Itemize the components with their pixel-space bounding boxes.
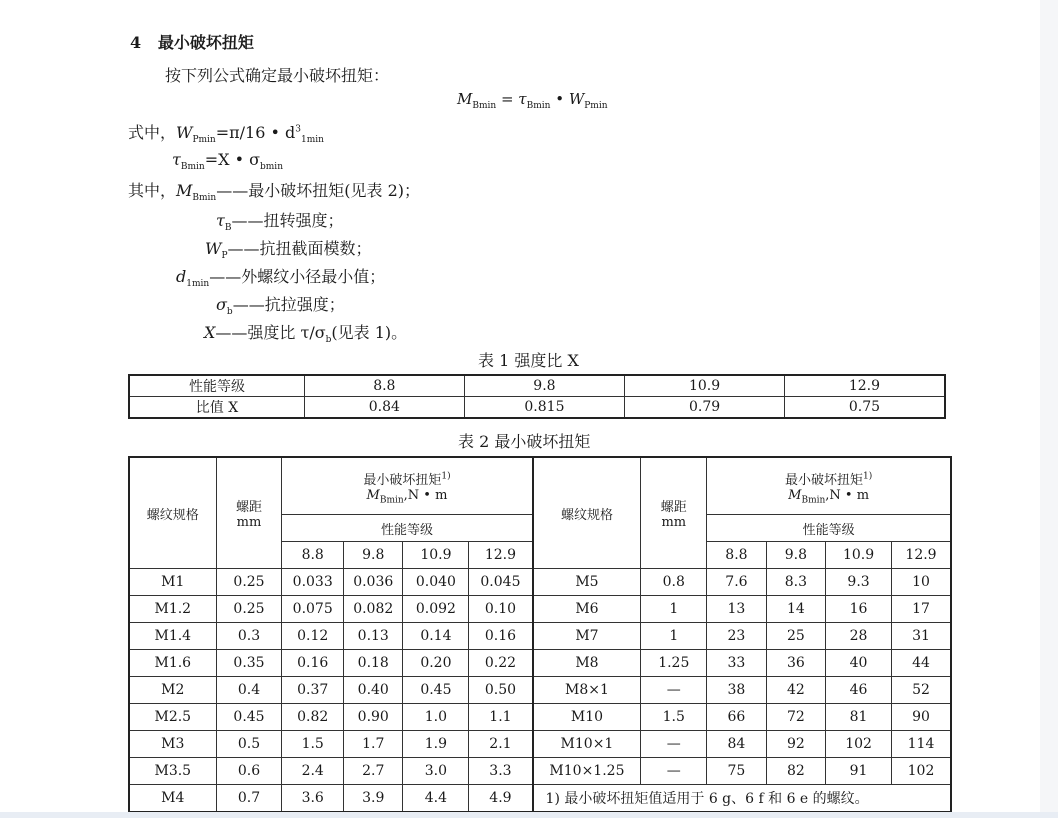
table-row (129, 596, 951, 623)
table-cell: 4.9 (469, 785, 533, 813)
table1-ratio-row (129, 397, 945, 419)
table-cell: 1.25 (641, 650, 707, 677)
table1-cell: 12.9 (784, 375, 945, 397)
table-cell: 114 (891, 731, 951, 758)
table-cell: 0.50 (469, 677, 533, 704)
table-cell: 1.5 (282, 731, 344, 758)
definition-wp: $W_P——$抗扭截面模数； (205, 239, 372, 262)
table-cell: 13 (707, 596, 766, 623)
grade-header: 12.9 (891, 542, 951, 569)
table-cell: 40 (826, 650, 892, 677)
table-cell: 0.6 (216, 758, 282, 785)
table-cell: 0.35 (216, 650, 282, 677)
table-cell: 0.82 (282, 704, 344, 731)
table-cell: 0.13 (344, 623, 403, 650)
table1 (128, 374, 946, 419)
header-spec-left: 螺纹规格 (129, 457, 216, 569)
header-spec-right: 螺纹规格 (533, 457, 641, 569)
table-cell: 1.1 (469, 704, 533, 731)
table1-row-label: 性能等级 (129, 375, 305, 397)
header-torque-right: 最小破坏扭矩$^{1)}$ $M_{Bmin},N$ • m (707, 457, 951, 515)
table-cell: 52 (891, 677, 951, 704)
table-cell: M3.5 (129, 758, 216, 785)
table-cell: 7.6 (707, 569, 766, 596)
definition-d1min: $d_{1min}——$外螺纹小径最小值； (176, 267, 386, 290)
definition-sigmab: $\sigma_b——$抗拉强度； (216, 295, 345, 318)
table1-cell: 0.84 (305, 397, 465, 419)
table-cell: 0.3 (216, 623, 282, 650)
grade-header: 8.8 (707, 542, 766, 569)
table-cell: 2.7 (344, 758, 403, 785)
table-cell: 66 (707, 704, 766, 731)
table-cell: 25 (766, 623, 825, 650)
table-cell: 0.12 (282, 623, 344, 650)
table-row (129, 785, 951, 813)
grade-header: 12.9 (469, 542, 533, 569)
table-cell: 0.045 (469, 569, 533, 596)
table-row (129, 704, 951, 731)
table-cell: M8 (533, 650, 641, 677)
table-cell: M10 (533, 704, 641, 731)
table1-caption: 表 1 强度比 X (478, 351, 579, 370)
table1-cell: 0.79 (625, 397, 785, 419)
table-cell: — (641, 758, 707, 785)
table-cell: 0.075 (282, 596, 344, 623)
table-cell: 1.7 (344, 731, 403, 758)
table-cell: 72 (766, 704, 825, 731)
main-formula: $M_{Bmin} = \tau_{Bmin}$ • $W_{Pmin}$ (457, 90, 608, 111)
table-cell: 0.082 (344, 596, 403, 623)
table-cell: 17 (891, 596, 951, 623)
table-cell: 0.10 (469, 596, 533, 623)
table2 (128, 456, 952, 813)
table2-caption: 表 2 最小破坏扭矩 (458, 432, 591, 451)
table-cell: 0.033 (282, 569, 344, 596)
table-cell: 0.040 (403, 569, 469, 596)
table-row (129, 677, 951, 704)
definition-taub: $\tau_B——$扭转强度； (216, 211, 344, 234)
definition-mbmin: 其中，$M_{Bmin}——$最小破坏扭矩(见表 2)； (128, 181, 420, 204)
table-cell: 0.40 (344, 677, 403, 704)
table-cell: M1 (129, 569, 216, 596)
table1-cell: 9.8 (464, 375, 625, 397)
table-cell: 81 (826, 704, 892, 731)
table-cell: 0.5 (216, 731, 282, 758)
table-cell: 0.90 (344, 704, 403, 731)
table-cell: 14 (766, 596, 825, 623)
table-cell: M3 (129, 731, 216, 758)
table-cell: M4 (129, 785, 216, 813)
table-footnote: 1) 最小破坏扭矩值适用于 6 g、6 f 和 6 e 的螺纹。 (533, 785, 951, 813)
definition-x: X——强度比 $\tau/\sigma_b$(见表 1)。 (204, 323, 408, 346)
table-cell: — (641, 731, 707, 758)
table-cell: 10 (891, 569, 951, 596)
page-edge (1040, 0, 1058, 812)
table-cell: 0.16 (282, 650, 344, 677)
table-cell: 0.22 (469, 650, 533, 677)
table-cell: 33 (707, 650, 766, 677)
table-cell: 0.4 (216, 677, 282, 704)
table-row (129, 731, 951, 758)
grade-header: 10.9 (403, 542, 469, 569)
grade-header: 8.8 (282, 542, 344, 569)
table-cell: 0.45 (216, 704, 282, 731)
table-row (129, 650, 951, 677)
table-cell: M10×1 (533, 731, 641, 758)
table-cell: M8×1 (533, 677, 641, 704)
section-heading (130, 30, 254, 53)
table-cell: 4.4 (403, 785, 469, 813)
table1-cell: 8.8 (305, 375, 465, 397)
table-cell: 23 (707, 623, 766, 650)
table-cell: M1.2 (129, 596, 216, 623)
table-cell: 36 (766, 650, 825, 677)
table-row (129, 569, 951, 596)
table-cell: 42 (766, 677, 825, 704)
table1-grade-row (129, 375, 945, 397)
table2-header-row-1 (129, 457, 951, 515)
table-cell: 1.9 (403, 731, 469, 758)
table-cell: 38 (707, 677, 766, 704)
grade-header: 10.9 (826, 542, 892, 569)
table-cell: 3.9 (344, 785, 403, 813)
header-pitch-left: 螺距 mm (216, 457, 282, 569)
intro-text: 按下列公式确定最小破坏扭矩： (165, 66, 390, 85)
table-cell: 0.37 (282, 677, 344, 704)
table-cell: 2.4 (282, 758, 344, 785)
table-cell: M7 (533, 623, 641, 650)
table-cell: 91 (826, 758, 892, 785)
table-cell: 46 (826, 677, 892, 704)
table-cell: 9.3 (826, 569, 892, 596)
table-cell: M2.5 (129, 704, 216, 731)
table-cell: 28 (826, 623, 892, 650)
table-cell: 102 (826, 731, 892, 758)
table-cell: M1.4 (129, 623, 216, 650)
table-cell: 44 (891, 650, 951, 677)
table1-cell: 10.9 (625, 375, 785, 397)
table-cell: 0.25 (216, 596, 282, 623)
table-cell: 82 (766, 758, 825, 785)
table1-cell: 0.815 (464, 397, 625, 419)
header-pitch-right: 螺距 mm (641, 457, 707, 569)
grade-header: 9.8 (344, 542, 403, 569)
table-cell: 0.16 (469, 623, 533, 650)
table-cell: 1 (641, 623, 707, 650)
table-cell: 0.20 (403, 650, 469, 677)
table-cell: 3.0 (403, 758, 469, 785)
table-cell: 0.8 (641, 569, 707, 596)
table-cell: — (641, 677, 707, 704)
table-cell: 0.25 (216, 569, 282, 596)
table-cell: 2.1 (469, 731, 533, 758)
table-cell: M6 (533, 596, 641, 623)
grade-header: 9.8 (766, 542, 825, 569)
table-cell: M5 (533, 569, 641, 596)
table-cell: 0.092 (403, 596, 469, 623)
table-cell: 1.0 (403, 704, 469, 731)
header-grade-left: 性能等级 (282, 515, 533, 542)
table-cell: 31 (891, 623, 951, 650)
table-cell: 90 (891, 704, 951, 731)
table-row (129, 758, 951, 785)
table-cell: 84 (707, 731, 766, 758)
table-cell: 3.3 (469, 758, 533, 785)
table-cell: M2 (129, 677, 216, 704)
table-cell: 0.7 (216, 785, 282, 813)
table-cell: 1.5 (641, 704, 707, 731)
bottom-strip (0, 812, 1058, 818)
table1-cell: 0.75 (784, 397, 945, 419)
table-cell: 0.14 (403, 623, 469, 650)
table-cell: M1.6 (129, 650, 216, 677)
where-w-line: 式中，$W_{Pmin}=\pi/16$ • $d^3_{1min}$ (128, 123, 324, 146)
table-row (129, 623, 951, 650)
table-cell: 1 (641, 596, 707, 623)
header-grade-right: 性能等级 (707, 515, 951, 542)
section-number: 4 (130, 33, 142, 52)
table-cell: 75 (707, 758, 766, 785)
table-cell: 0.036 (344, 569, 403, 596)
table-cell: 0.18 (344, 650, 403, 677)
section-title: 最小破坏扭矩 (157, 33, 254, 52)
table1-row-label: 比值 X (129, 397, 305, 419)
table-cell: M10×1.25 (533, 758, 641, 785)
table-cell: 16 (826, 596, 892, 623)
table-cell: 92 (766, 731, 825, 758)
table-cell: 3.6 (282, 785, 344, 813)
header-torque-left: 最小破坏扭矩$^{1)}$ $M_{Bmin},N$ • m (282, 457, 533, 515)
table-cell: 8.3 (766, 569, 825, 596)
table-cell: 0.45 (403, 677, 469, 704)
where-tau-line: $\tau_{Bmin}=X$ • $\sigma_{bmin}$ (172, 150, 283, 173)
table-cell: 102 (891, 758, 951, 785)
